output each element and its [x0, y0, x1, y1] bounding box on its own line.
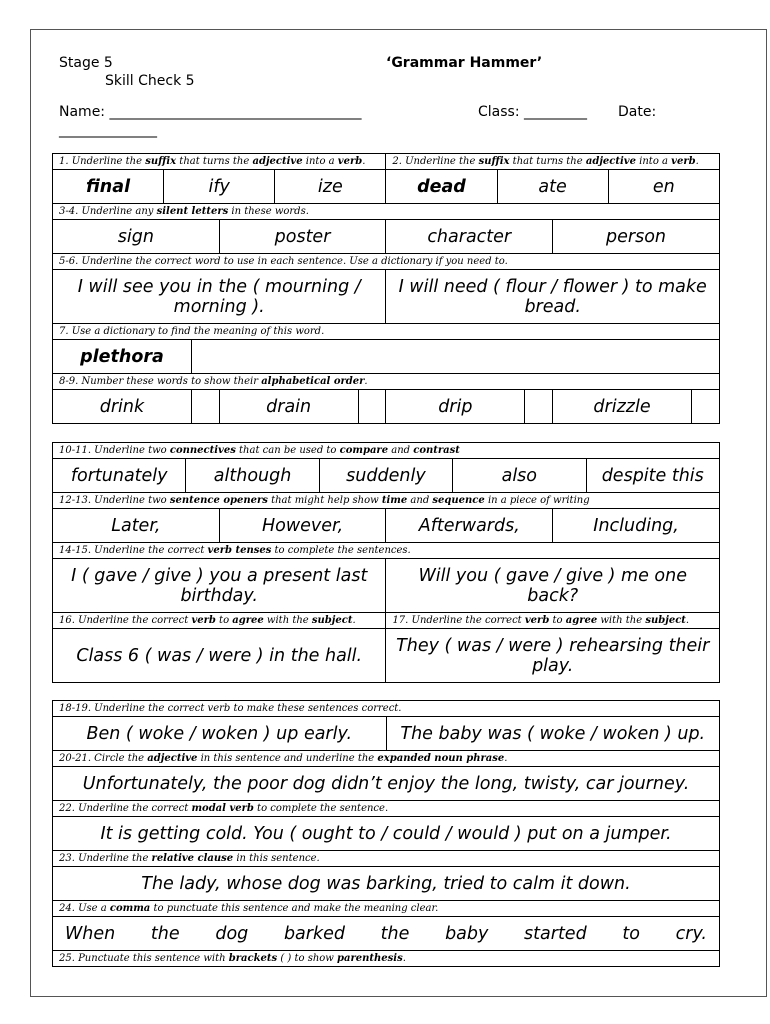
q18-sentence[interactable]: Ben ( woke / woken ) up early.	[53, 717, 387, 751]
q8-number-box[interactable]	[358, 390, 386, 424]
q8-word: drizzle	[553, 390, 692, 424]
q10-option[interactable]: also	[453, 459, 586, 493]
q22-sentence[interactable]: It is getting cold. You ( ought to / could / would ) put on a jumper.	[53, 817, 720, 851]
q10-option[interactable]: fortunately	[53, 459, 186, 493]
q10-option[interactable]: although	[186, 459, 319, 493]
skill-check-label: Skill Check 5	[105, 73, 195, 89]
q8-word: drip	[386, 390, 525, 424]
q3-word[interactable]: sign	[53, 220, 220, 254]
q2-instruction: 2. Underline the suffix that turns the adjective into a verb.	[386, 154, 720, 170]
q7-answer-box[interactable]	[191, 340, 719, 374]
date-line[interactable]: ______________	[59, 122, 157, 138]
q8-number-box[interactable]	[691, 390, 719, 424]
q3-word[interactable]: character	[386, 220, 553, 254]
stage-label: Stage 5	[59, 55, 113, 71]
question-table-2	[52, 442, 720, 683]
q24-sentence[interactable]: When the dog barked the baby started to cry.	[53, 917, 720, 951]
q12-instruction: 12-13. Underline two sentence openers that might help show time and sequence in a piece of writing	[53, 493, 720, 509]
q10-option[interactable]: suddenly	[319, 459, 452, 493]
q8-word: drink	[53, 390, 192, 424]
q24-instruction: 24. Use a comma to punctuate this sentence and make the meaning clear.	[53, 901, 720, 917]
q2-option[interactable]: dead	[386, 170, 497, 204]
q8-word: drain	[219, 390, 358, 424]
q5-sentence[interactable]: I will see you in the ( mourning / morning ).	[53, 270, 386, 324]
q10-option[interactable]: despite this	[586, 459, 720, 493]
q20-instruction: 20-21. Circle the adjective in this sentence and underline the expanded noun phrase.	[53, 751, 720, 767]
q25-instruction: 25. Punctuate this sentence with brackets ( ) to show parenthesis.	[53, 951, 720, 967]
q2-option[interactable]: ate	[497, 170, 608, 204]
q17-sentence[interactable]: They ( was / were ) rehearsing their play.	[386, 629, 720, 683]
q5-instruction: 5-6. Underline the correct word to use in each sentence. Use a dictionary if you need to.	[53, 254, 720, 270]
q23-instruction: 23. Underline the relative clause in this sentence.	[53, 851, 720, 867]
q3-instruction: 3-4. Underline any silent letters in these words.	[53, 204, 720, 220]
q3-word[interactable]: poster	[219, 220, 386, 254]
q2-option[interactable]: en	[608, 170, 719, 204]
q1-instruction: 1. Underline the suffix that turns the adjective into a verb.	[53, 154, 386, 170]
class-line: _________	[524, 104, 588, 120]
name-line: ____________________________________	[109, 104, 362, 120]
q17-instruction: 17. Underline the correct verb to agree with the subject.	[386, 613, 720, 629]
q8-number-box[interactable]	[191, 390, 219, 424]
name-field[interactable]	[59, 104, 361, 120]
q10-instruction: 10-11. Underline two connectives that can be used to compare and contrast	[53, 443, 720, 459]
q8-number-box[interactable]	[525, 390, 553, 424]
question-table-3	[52, 700, 720, 967]
question-table-1	[52, 153, 720, 424]
q7-word: plethora	[53, 340, 192, 374]
q16-sentence[interactable]: Class 6 ( was / were ) in the hall.	[53, 629, 386, 683]
q15-sentence[interactable]: Will you ( gave / give ) me one back?	[386, 559, 720, 613]
q23-sentence[interactable]: The lady, whose dog was barking, tried to calm it down.	[53, 867, 720, 901]
q12-option[interactable]: Including,	[553, 509, 720, 543]
q1-option[interactable]: ify	[164, 170, 275, 204]
q12-option[interactable]: However,	[219, 509, 386, 543]
q14-sentence[interactable]: I ( gave / give ) you a present last birthday.	[53, 559, 386, 613]
q6-sentence[interactable]: I will need ( flour / flower ) to make bread.	[386, 270, 720, 324]
q1-option[interactable]: ize	[275, 170, 386, 204]
q7-instruction: 7. Use a dictionary to find the meaning of this word.	[53, 324, 720, 340]
q1-option[interactable]: final	[53, 170, 164, 204]
q8-instruction: 8-9. Number these words to show their alphabetical order.	[53, 374, 720, 390]
q16-instruction: 16. Underline the correct verb to agree with the subject.	[53, 613, 386, 629]
class-label: Class:	[478, 104, 520, 120]
date-label: Date:	[618, 104, 657, 120]
q20-sentence[interactable]: Unfortunately, the poor dog didn’t enjoy the long, twisty, car journey.	[53, 767, 720, 801]
worksheet-title: ‘Grammar Hammer’	[386, 55, 543, 71]
q19-sentence[interactable]: The baby was ( woke / woken ) up.	[386, 717, 720, 751]
q12-option[interactable]: Afterwards,	[386, 509, 553, 543]
q22-instruction: 22. Underline the correct modal verb to complete the sentence.	[53, 801, 720, 817]
q12-option[interactable]: Later,	[53, 509, 220, 543]
name-label: Name:	[59, 104, 106, 120]
q18-instruction: 18-19. Underline the correct verb to make these sentences correct.	[53, 701, 720, 717]
q14-instruction: 14-15. Underline the correct verb tenses to complete the sentences.	[53, 543, 720, 559]
q3-word[interactable]: person	[553, 220, 720, 254]
class-field[interactable]	[478, 104, 587, 120]
